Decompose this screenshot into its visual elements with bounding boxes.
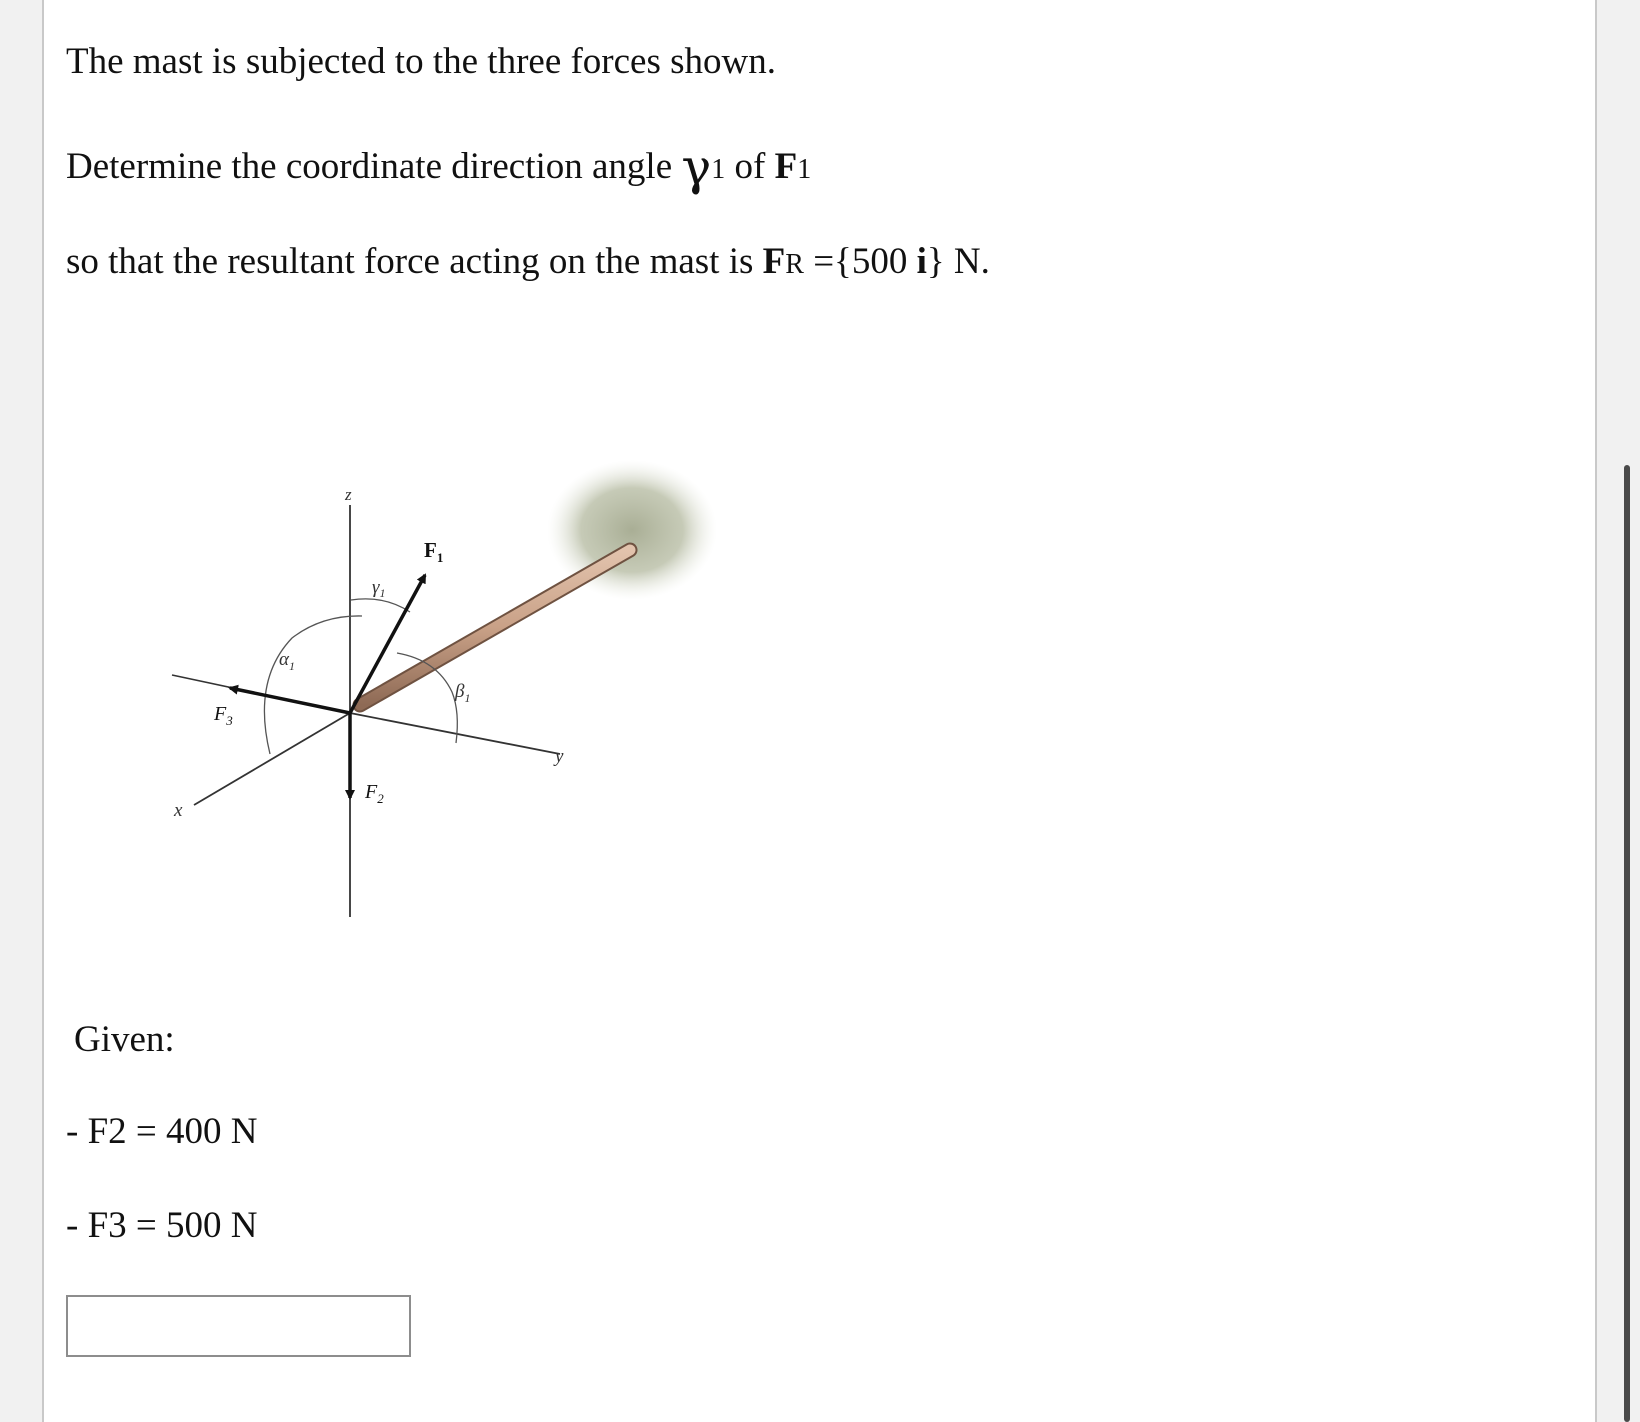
given-heading	[74, 1020, 175, 1061]
gamma-symbol: γ	[681, 138, 712, 196]
given-item-f2	[66, 1112, 258, 1153]
gamma1-arc	[351, 599, 410, 612]
unit-vector-i: i	[916, 241, 927, 282]
problem-statement-line-2	[66, 138, 812, 196]
mast-diagram-svg	[122, 460, 722, 930]
force-F3-arrow	[230, 688, 350, 713]
problem-statement-line-3	[66, 242, 990, 283]
F2-label: $F_2$	[365, 781, 384, 806]
y-axis-label: y	[555, 746, 564, 767]
given-item-f3	[66, 1206, 258, 1247]
F3-label: $F_3$	[214, 703, 233, 728]
given-heading-text: Given:	[74, 1019, 175, 1060]
resultant-subscript: R	[785, 249, 804, 280]
resultant-F-symbol: F	[762, 241, 786, 282]
scrollbar-thumb[interactable]	[1624, 465, 1630, 1422]
y-axis	[350, 713, 560, 754]
force-F-symbol: F	[774, 146, 798, 187]
force-F-subscript: 1	[797, 154, 812, 185]
problem-text-of: of	[725, 146, 775, 187]
gamma1-label: $\gamma_1$	[372, 577, 386, 600]
problem-text-3: so that the resultant force acting on the mast is	[66, 241, 763, 282]
beta1-label: $\beta_1$	[455, 681, 471, 705]
question-card	[42, 0, 1597, 1422]
x-axis	[194, 713, 350, 805]
problem-statement-line-1	[66, 42, 776, 83]
problem-text-1: The mast is subjected to the three forces shown.	[66, 41, 776, 82]
mast-force-diagram	[122, 460, 722, 930]
resultant-equals: ={500	[803, 241, 917, 282]
x-axis-label: x	[174, 800, 183, 821]
given-f3-text: - F3 = 500 N	[66, 1205, 258, 1246]
alpha1-label: $\alpha_1$	[279, 649, 295, 673]
answer-input[interactable]	[66, 1295, 411, 1357]
z-axis-label: z	[345, 485, 352, 504]
mast-body	[360, 550, 630, 705]
given-f2-text: - F2 = 400 N	[66, 1111, 258, 1152]
resultant-unit: } N.	[926, 241, 990, 282]
gamma-subscript: 1	[711, 154, 726, 185]
F1-label: $F_1$	[424, 538, 444, 565]
problem-text-2: Determine the coordinate direction angle	[66, 146, 682, 187]
alpha1-arc	[264, 616, 362, 754]
